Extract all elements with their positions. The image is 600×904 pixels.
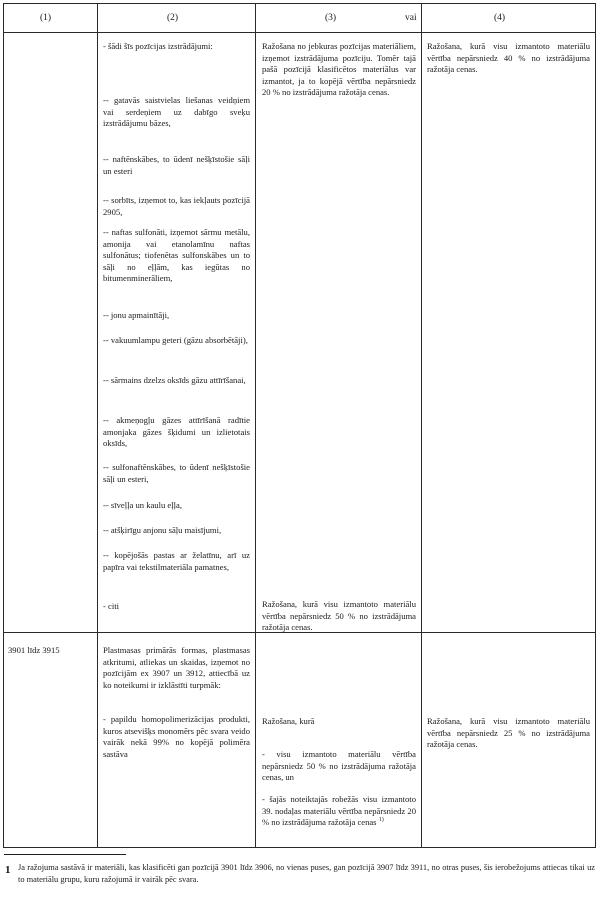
list-item: -- akmeņogļu gāzes attīrīšanā radītie amonjaka gāzes šķidumi un izlietotais oksīds, [103,415,250,449]
product-description: Plastmasas primārās formas, plastmasas atkritumi, atliekas un skaidas, izņemot no pozīcijām ex 3907 un 3912, attiecībā uz ko noteikumi ir izklāstīti turpmāk: [103,645,250,690]
rule-col3-condition-b: - šajās noteiktajās robežās visu izmantoto 39. nodaļas materiālu vērtība nepārsniedz 20 % no izstrādājuma ražotāja cenas $^{1)}$ [262,794,416,828]
table-top-border [3,3,596,4]
table-left-border [3,3,4,848]
rule-col3-top: Ražošana no jebkuras pozīcijas materiāliem, izņemot izstrādājuma pozīciju. Tomēr tajā pašā pozīcijā klasificētos materiālus var izmantot, ja to kopējā vērtība nepārsniedz 20 % no izstrādājuma ražotāja cenas. [262,41,416,98]
col-divider-2 [255,3,256,848]
col-divider-1 [97,3,98,848]
list-item: -- atšķirīgu anjonu sāļu maisījumi, [103,525,222,535]
header-col1: (1) [40,13,52,23]
list-item: -- sulfonaftēnskābes, to ūdenī nešķīstošie sāļi un esteri, [103,462,250,484]
list-item: -- sorbīts, izņemot to, kas iekļauts pozīcijā 2905, [103,195,250,217]
list-item: - citi [103,601,119,611]
list-item: -- vakuumlampu geteri (gāzu absorbētāji), [103,335,248,345]
header-col4: (4) [494,13,506,23]
table-right-border [595,3,596,848]
header-bottom-border [3,32,596,33]
list-item: -- sārmains dzelzs oksīds gāzu attīrīšanai, [103,375,246,385]
rule-col3-intro: Ražošana, kurā [262,716,315,726]
list-item: -- jonu apmainītāji, [103,310,170,320]
col-divider-3 [421,3,422,848]
product-subitem: - papildu homopolimerizācijas produkti, kuros atsevišķs monomērs pēc svara veido vairāk nekā 99% no kopējā polimēra sastāva [103,714,250,759]
header-vai: vai [405,13,417,23]
footnote-text: Ja ražojuma sastāvā ir materiāli, kas klasificēti gan pozīcijā 3901 līdz 3906, no vienas puses, gan pozīcijā 3907 līdz 3911, no otras puses, šis ierobežojums attiecas tikai uz to materiālu grupu, kuru ražojumā ir vairāk pēc svara. [18,863,595,884]
footnote-separator [4,854,126,855]
header-col3: (3) [325,13,337,23]
table-bottom-border [3,847,596,848]
list-item: -- naftēnskābes, to ūdenī nešķīstošie sāļi un esteri [103,154,250,176]
footnote-mark: 1 [5,864,11,876]
footnote-ref: 1) [378,817,384,824]
list-item: -- kopējošās pastas ar želatīnu, arī uz papīra vai tekstilmateriāla pamatnes, [103,550,250,572]
header-col2: (2) [167,13,179,23]
heading-code: 3901 līdz 3915 [8,645,60,655]
rule-col3-condition-a: - visu izmantoto materiālu vērtība nepārsniedz 50 % no izstrādājuma ražotāja cenas, un [262,749,416,783]
rule-col4-top: Ražošana, kurā visu izmantoto materiālu vērtība nepārsniedz 40 % no izstrādājuma ražotāja cenas. [427,41,590,75]
list-item: -- naftas sulfonāti, izņemot sārmu metālu, amonija vai etanolamīnu naftas sulfonātus; tiofenētas sulfonskābes un to sāļi no eļļām, kas iegūtas no bitumenminerāliem, [103,227,250,284]
list-item: -- gatavās saistvielas liešanas veidņiem vai serdeņiem uz dabīgo sveķu izstrādājumu bāzes, [103,95,250,129]
list-item: - šādi šīs pozīcijas izstrādājumi: [103,41,213,51]
list-item: -- sīveļļa un kaulu eļļa, [103,500,182,510]
rule-col4-row2: Ražošana, kurā visu izmantoto materiālu vērtība nepārsniedz 25 % no izstrādājuma ražotāja cenas. [427,716,590,750]
rule-col3-bottom: Ražošana, kurā visu izmantoto materiālu vērtība nepārsniedz 50 % no izstrādājuma ražotāja cenas. [262,599,416,633]
